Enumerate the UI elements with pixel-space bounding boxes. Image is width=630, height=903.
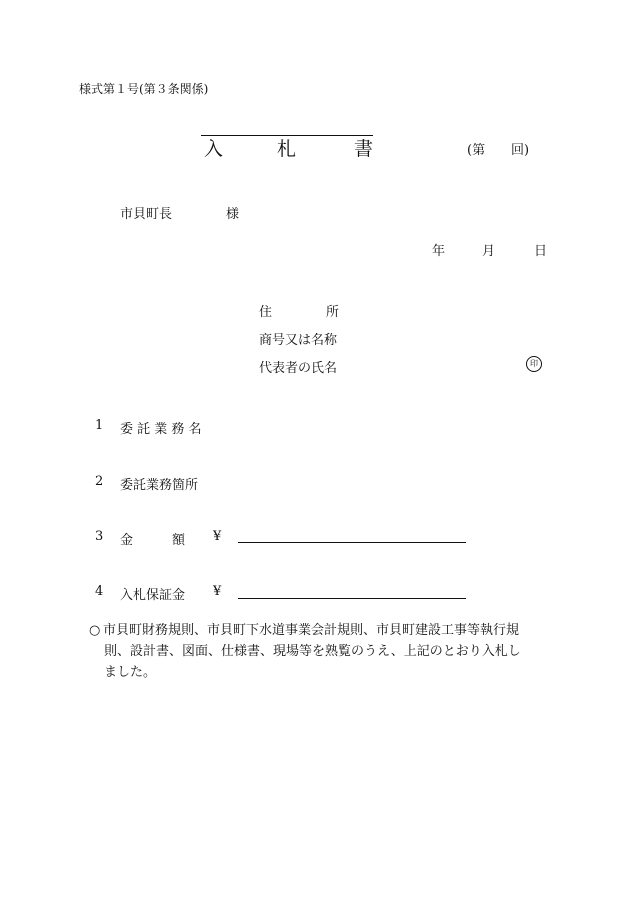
date-month: 月	[482, 244, 496, 259]
honorific: 様	[226, 207, 240, 222]
title-char-3: 書	[354, 138, 374, 160]
title-char-2: 札	[277, 138, 297, 160]
address-label-a: 住	[259, 305, 273, 320]
round-close: 回)	[511, 143, 530, 158]
item-2-label: 委託業務箇所	[120, 478, 199, 493]
document-title	[201, 134, 374, 160]
representative-label: 代表者の氏名	[259, 361, 338, 376]
item-3-number: 3	[95, 529, 104, 544]
deposit-line	[238, 597, 466, 599]
declaration-mark: ○	[89, 623, 101, 638]
round-open: (第	[467, 143, 486, 158]
item-4-yen: ¥	[213, 584, 222, 599]
declaration-line-2: 則、設計書、図面、仕様書、現場等を熟覧のうえ、上記のとおり入札し	[104, 644, 521, 659]
declaration	[89, 620, 549, 683]
address-label-b: 所	[326, 305, 340, 320]
title-char-1: 入	[204, 138, 224, 160]
item-1-label: 委 託 業 務 名	[120, 422, 202, 437]
item-3-label-b: 額	[172, 533, 186, 548]
amount-line	[238, 541, 466, 543]
seal-mark: 印	[526, 356, 542, 372]
declaration-line-1: 市貝町財務規則、市貝町下水道事業会計規則、市貝町建設工事等執行規	[103, 623, 520, 638]
addressee: 市貝町長	[120, 207, 173, 222]
form-number: 様式第１号(第３条関係)	[79, 82, 209, 96]
item-1-number: 1	[95, 418, 104, 433]
item-3-yen: ¥	[213, 529, 222, 544]
date-day: 日	[534, 244, 548, 259]
company-label: 商号又は名称	[259, 333, 338, 348]
item-2-number: 2	[95, 474, 104, 489]
item-4-number: 4	[95, 584, 104, 599]
declaration-line-3: ました。	[104, 665, 157, 680]
item-4-label: 入札保証金	[120, 588, 186, 603]
date-year: 年	[432, 244, 446, 259]
item-3-label-a: 金	[120, 533, 134, 548]
